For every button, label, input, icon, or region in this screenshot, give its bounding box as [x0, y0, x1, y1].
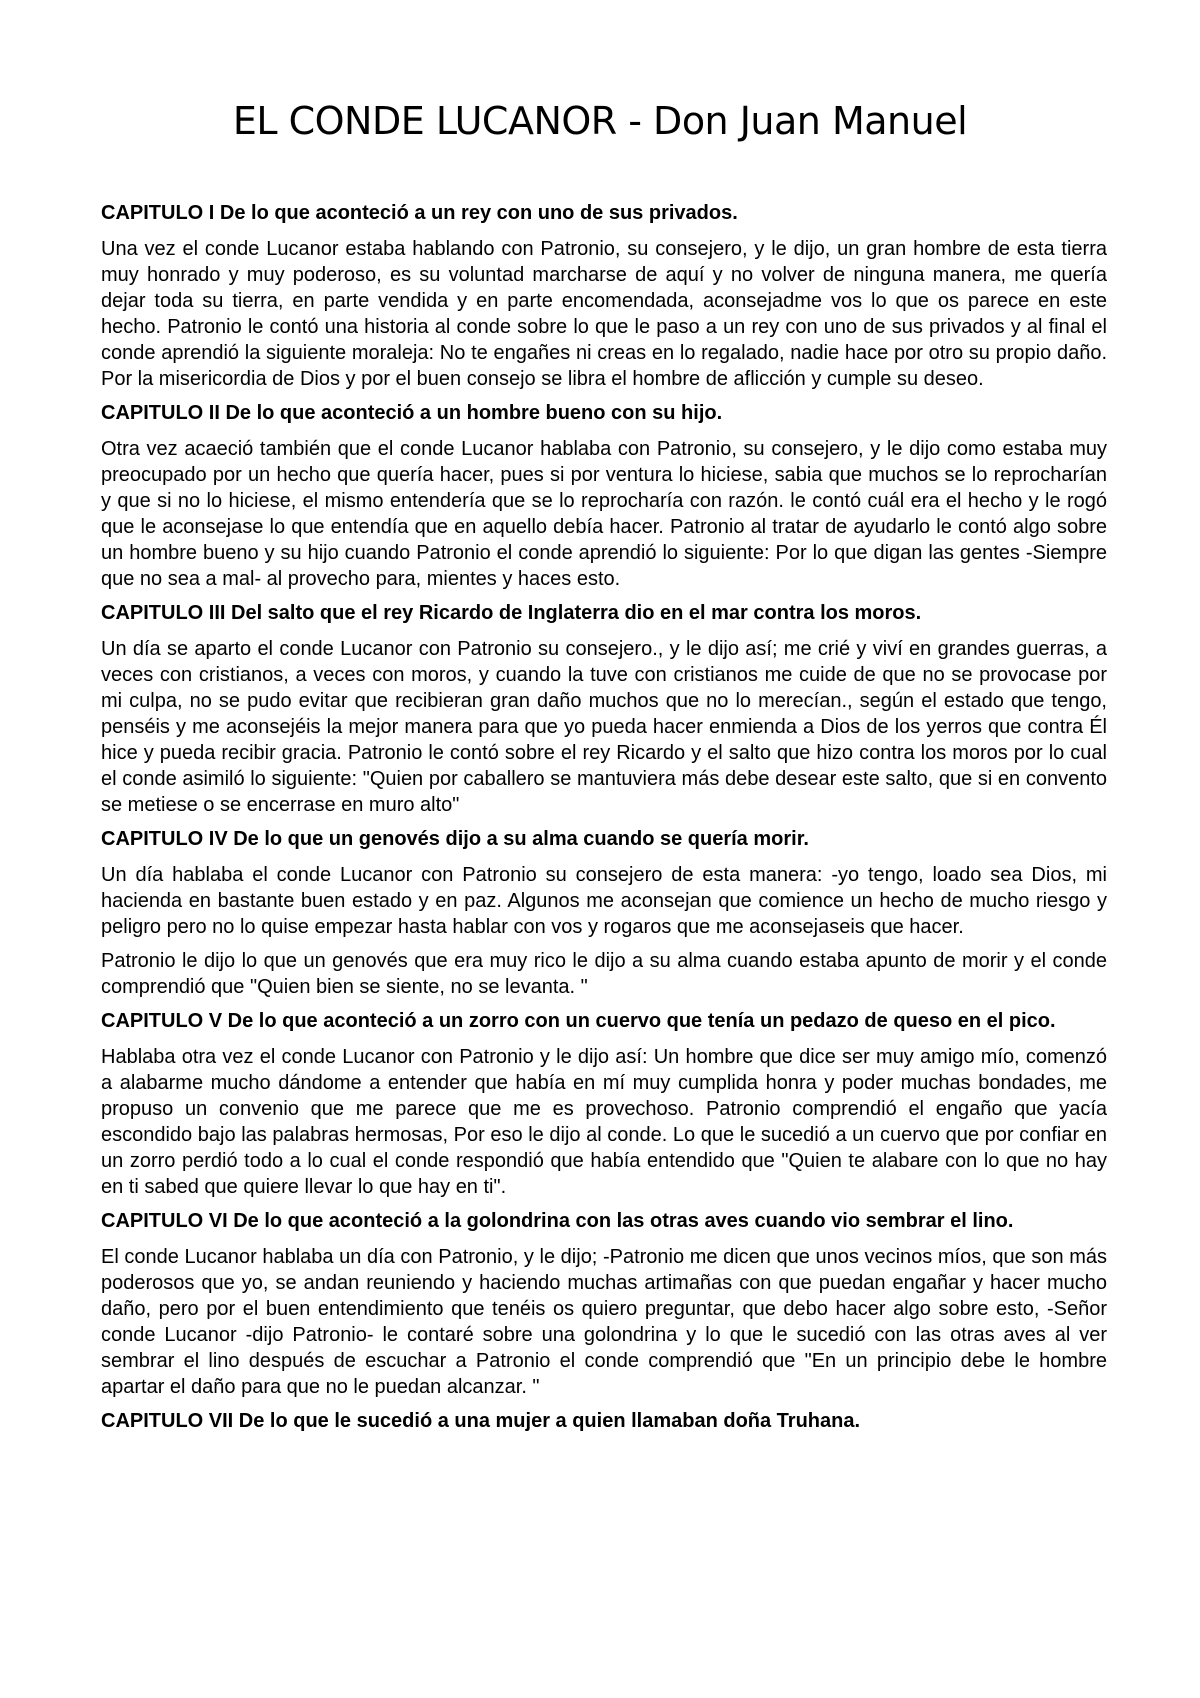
chapter-heading: CAPITULO I De lo que aconteció a un rey con uno de sus privados.: [101, 202, 738, 224]
chapter-paragraph: Patronio le dijo lo que un genovés que era muy rico le dijo a su alma cuando estaba apunto de morir y el conde comprendió que "Quien bien se siente, no se levanta. ": [101, 950, 1107, 998]
chapter-3: [101, 600, 1107, 818]
chapter-4: [101, 826, 1107, 1000]
document-title: EL CONDE LUCANOR - Don Juan Manuel: [232, 99, 968, 143]
chapter-5: [101, 1008, 1107, 1200]
chapter-heading: CAPITULO VII De lo que le sucedió a una mujer a quien llamaban doña Truhana.: [101, 1410, 861, 1432]
document-body: [101, 200, 1107, 1444]
chapter-heading: CAPITULO II De lo que aconteció a un hombre bueno con su hijo.: [101, 402, 723, 424]
chapter-paragraph: Un día hablaba el conde Lucanor con Patronio su consejero de esta manera: -yo tengo, loado sea Dios, mi hacienda en bastante buen estado y en paz. Algunos me aconsejan que comience un hecho de mucho riesgo y peligro pero no lo quise empezar hasta hablar con vos y rogaros que me aconsejaseis que hacer.: [101, 864, 1107, 938]
chapter-paragraph: El conde Lucanor hablaba un día con Patronio, y le dijo; -Patronio me dicen que unos vecinos míos, que son más poderosos que yo, se andan reuniendo y haciendo muchas artimañas con que puedan engañar y hacer mucho daño, pero por el buen entendimiento que tenéis os quiero preguntar, que debo hacer algo sobre esto, -Señor conde Lucanor -dijo Patronio- le contaré sobre una golondrina y lo que le sucedió con las otras aves al ver sembrar el lino después de escuchar a Patronio el conde comprendió que "En un principio debe le hombre apartar el daño para que no le puedan alcanzar. ": [101, 1246, 1107, 1398]
chapter-1: [101, 200, 1107, 392]
chapter-paragraph: Hablaba otra vez el conde Lucanor con Patronio y le dijo así: Un hombre que dice ser muy amigo mío, comenzó a alabarme mucho dándome a entender que había en mí muy cumplida honra y poder muchas bondades, me propuso un convenio que me parece que me es provechoso. Patronio comprendió el engaño que yacía escondido bajo las palabras hermosas, Por eso le dijo al conde. Lo que le sucedió a un cuervo que por confiar en un zorro perdió todo a lo cual el conde respondió que había entendido que "Quien te alabare con lo que no hay en ti sabed que quiere llevar lo que hay en ti".: [101, 1046, 1107, 1198]
chapter-heading: CAPITULO IV De lo que un genovés dijo a su alma cuando se quería morir.: [101, 828, 809, 850]
chapter-6: [101, 1208, 1107, 1400]
chapter-2: [101, 400, 1107, 592]
chapter-heading: CAPITULO III Del salto que el rey Ricardo de Inglaterra dio en el mar contra los moros.: [101, 602, 922, 624]
chapter-heading: CAPITULO V De lo que aconteció a un zorro con un cuervo que tenía un pedazo de queso en el pico.: [101, 1010, 1056, 1032]
chapter-paragraph: Una vez el conde Lucanor estaba hablando con Patronio, su consejero, y le dijo, un gran hombre de esta tierra muy honrado y muy poderoso, es su voluntad marcharse de aquí y no volver de ninguna manera, me quería dejar toda su tierra, en parte vendida y en parte encomendada, aconsejadme vos lo que os parece en este hecho. Patronio le contó una historia al conde sobre lo que le paso a un rey con uno de sus privados y al final el conde aprendió la siguiente moraleja: No te engañes ni creas en lo regalado, nadie hace por otro su propio daño. Por la misericordia de Dios y por el buen consejo se libra el hombre de aflicción y cumple su deseo.: [101, 238, 1107, 390]
chapter-heading: CAPITULO VI De lo que aconteció a la golondrina con las otras aves cuando vio sembrar el lino.: [101, 1210, 1014, 1232]
chapter-7: [101, 1408, 1107, 1434]
chapter-paragraph: Un día se aparto el conde Lucanor con Patronio su consejero., y le dijo así; me crié y viví en grandes guerras, a veces con cristianos, a veces con moros, y cuando la tuve con cristianos me cuide de que no se provocase por mi culpa, no se pudo evitar que recibieran gran daño muchos que no lo merecían., según el estado que tengo, penséis y me aconsejéis la mejor manera para que yo pueda hacer enmienda a Dios de los yerros que contra Él hice y pueda recibir gracia. Patronio le contó sobre el rey Ricardo y el salto que hizo contra los moros por lo cual el conde asimiló lo siguiente: "Quien por caballero se mantuviera más debe desear este salto, que si en convento se metiese o se encerrase en muro alto": [101, 638, 1107, 816]
chapter-paragraph: Otra vez acaeció también que el conde Lucanor hablaba con Patronio, su consejero, y le dijo como estaba muy preocupado por un hecho que quería hacer, pues si por ventura lo hiciese, sabia que muchos se lo reprocharían y que si no lo hiciese, el mismo entendería que se lo reprocharía con razón. le contó cuál era el hecho y le rogó que le aconsejase lo que entendía que en aquello debía hacer. Patronio al tratar de ayudarlo le contó algo sobre un hombre bueno y su hijo cuando Patronio el conde aprendió lo siguiente: Por lo que digan las gentes -Siempre que no sea a mal- al provecho para, mientes y haces esto.: [101, 438, 1107, 590]
